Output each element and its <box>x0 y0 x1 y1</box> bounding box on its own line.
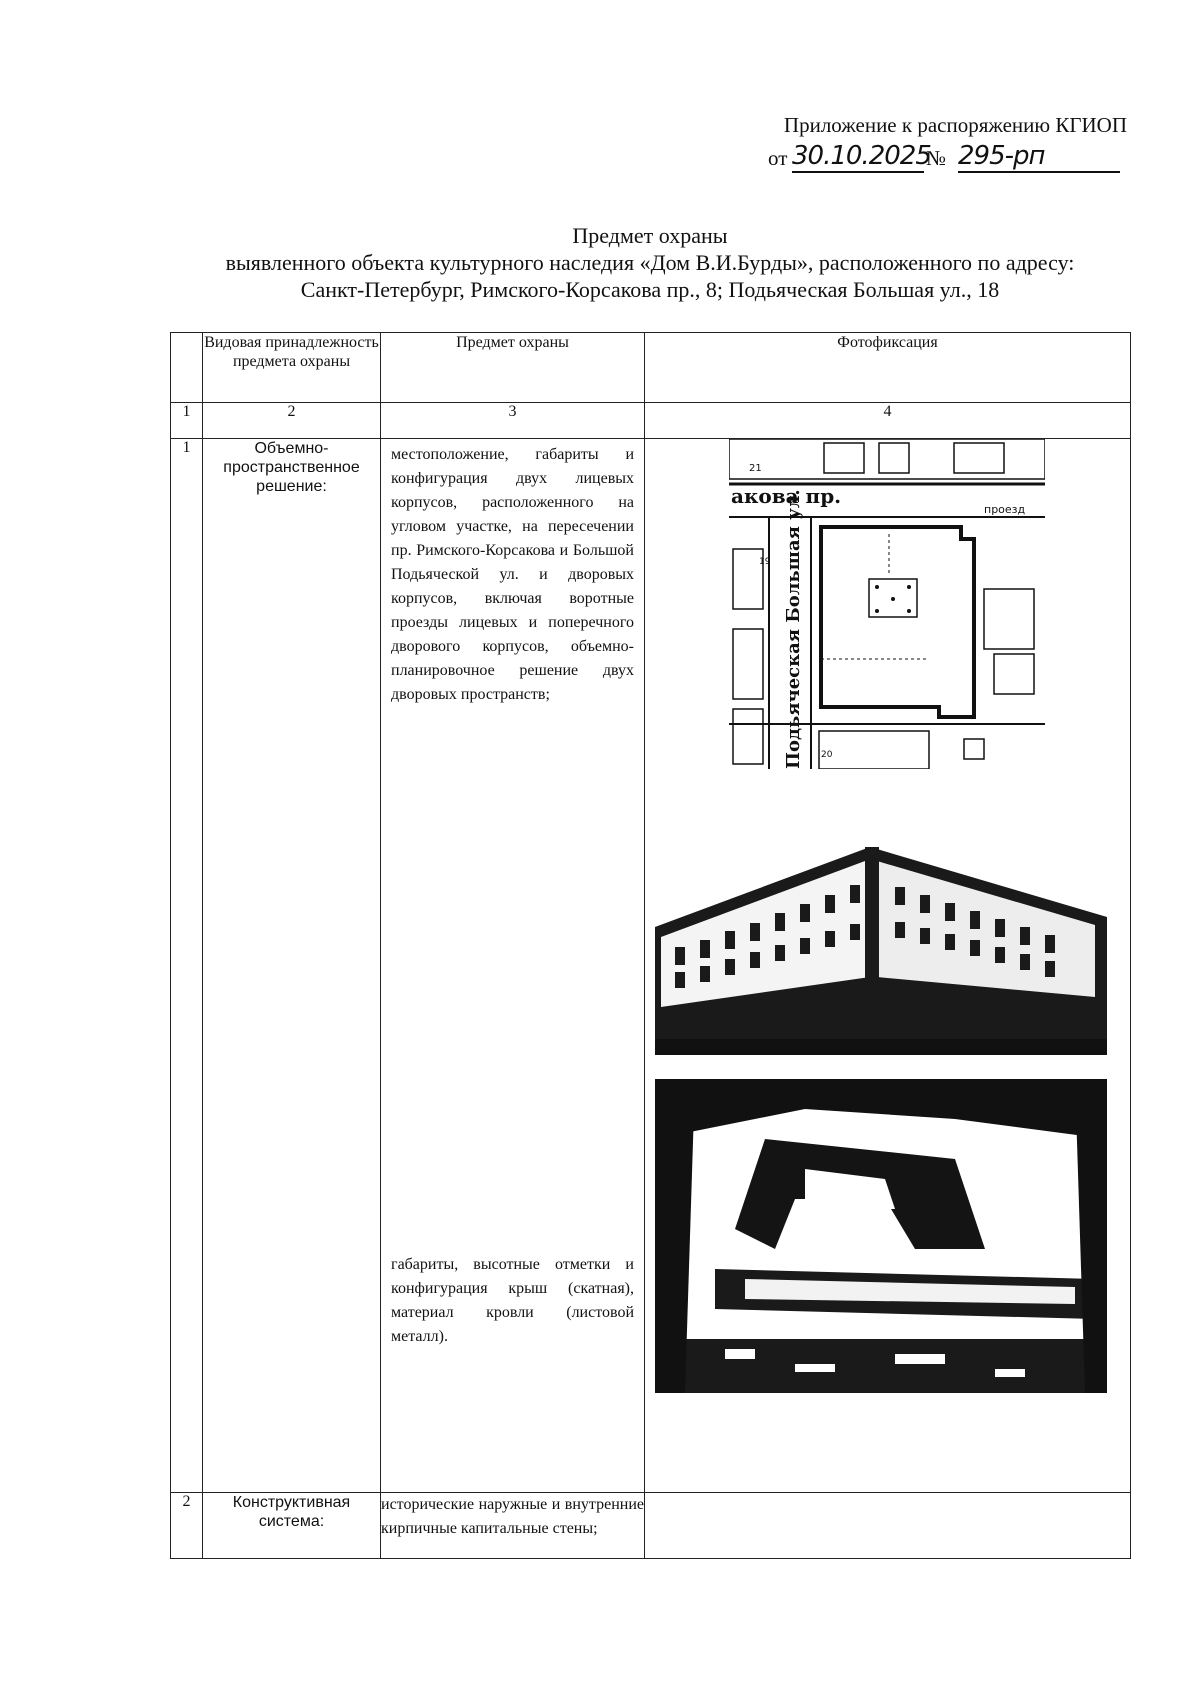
header-col-photo: Фотофиксация <box>645 333 1131 403</box>
date-underline <box>792 171 924 173</box>
order-number-sign: № <box>926 146 947 170</box>
order-prefix: от <box>768 146 788 170</box>
row-subject-a: местоположение, габариты и конфигурация двух лицевых корпусов, расположенного на угловом участке, на пересечении пр. Римского-Корсакова и Большой Подьяческой ул. и дворовых корпусов, включая воротные проезды лицевых и поперечного дворового корпусов, объемно-планировочное решение двух дворовых пространств; <box>391 446 634 703</box>
photo-cell <box>645 439 1131 1493</box>
aerial-roof-photo <box>655 1079 1107 1393</box>
document-title <box>160 222 1140 303</box>
number-underline <box>958 171 1120 173</box>
map-street-side: Подьяческая Большая ул. <box>783 489 804 769</box>
map-street-top: акова пр. <box>731 484 842 508</box>
row-category: Конструктивная система: <box>203 1493 381 1559</box>
title-line-2: выявленного объекта культурного наследия «Дом В.И.Бурды», расположенного по адресу: <box>225 250 1075 275</box>
appendix-label: Приложение к распоряжению КГИОП <box>783 113 1127 137</box>
order-number: 295-рп <box>958 141 1045 171</box>
header-col-number <box>171 333 203 403</box>
map-label-20: 20 <box>821 750 833 760</box>
order-reference <box>768 141 1128 175</box>
site-plan-map <box>729 439 1045 769</box>
column-number-4: 4 <box>645 403 1131 439</box>
photo-cell-empty <box>645 1493 1131 1559</box>
order-date: 30.10.2025 <box>792 141 931 171</box>
table-row <box>171 1493 1131 1559</box>
row-index: 2 <box>171 1493 203 1559</box>
map-label-19: 19 <box>759 557 771 567</box>
row-subject-b: габариты, высотные отметки и конфигурация крыш (скатная), материал кровли (листовой металл). <box>391 1256 634 1345</box>
map-label-proezd: проезд <box>984 503 1026 516</box>
table-row <box>171 439 1131 1493</box>
title-line-1: Предмет охраны <box>572 223 728 248</box>
column-number-3: 3 <box>381 403 645 439</box>
title-line-3: Санкт-Петербург, Римского-Корсакова пр., 8; Подьяческая Большая ул., 18 <box>300 277 1000 302</box>
row-category: Объемно-пространственное решение: <box>203 439 381 1493</box>
row-subject-a: исторические наружные и внутренние кирпичные капитальные стены; <box>381 1493 645 1559</box>
column-number-row <box>171 403 1131 439</box>
protection-table <box>170 332 1131 1559</box>
row-index: 1 <box>171 439 203 1493</box>
map-label-21: 21 <box>749 463 762 474</box>
table-header-row <box>171 333 1131 403</box>
street-facade-photo <box>655 827 1107 1055</box>
column-number-2: 2 <box>203 403 381 439</box>
header-col-category: Видовая принадлежность предмета охраны <box>203 333 381 403</box>
header-col-subject: Предмет охраны <box>381 333 645 403</box>
column-number-1: 1 <box>171 403 203 439</box>
row-subject-cell <box>381 439 645 1493</box>
